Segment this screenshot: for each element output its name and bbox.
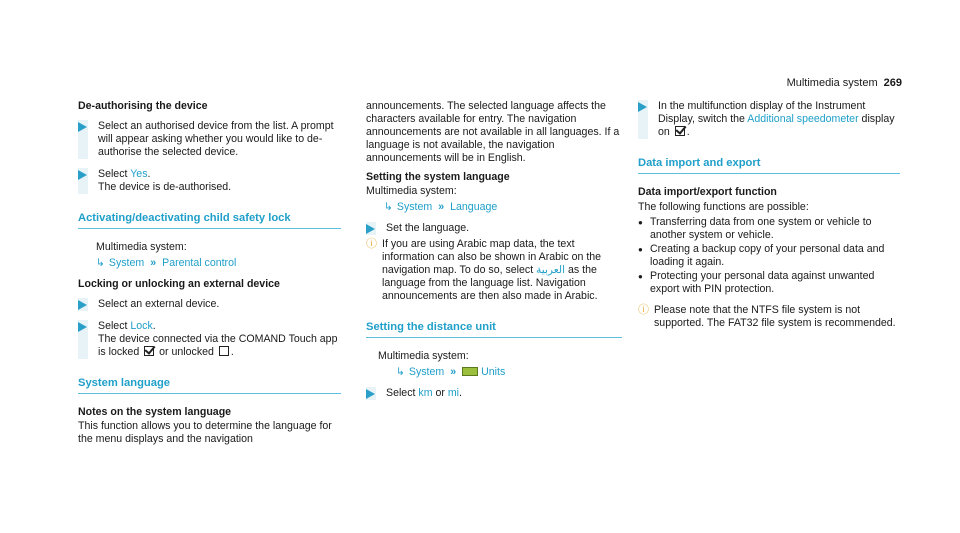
set-language-path bbox=[384, 201, 622, 214]
step-text: Select an authorised device from the list. A prompt will appear asking whether you would like to de-authorise the selected device. bbox=[98, 120, 334, 158]
child-lock-path bbox=[96, 257, 341, 270]
arabic-note bbox=[366, 238, 622, 303]
lock-step-1 bbox=[78, 298, 341, 311]
child-path-label: Multimedia system: bbox=[96, 241, 187, 253]
checkbox-checked-icon bbox=[144, 346, 154, 356]
import-section-title: Data import and export bbox=[638, 157, 900, 174]
step-bar bbox=[366, 387, 376, 400]
lock-heading: Locking or unlocking an external device bbox=[78, 278, 280, 290]
list-item: ● Protecting your personal data against unwanted export with PIN protection. bbox=[638, 270, 875, 295]
notes-heading: Notes on the system language bbox=[78, 406, 232, 418]
step-text: Select Yes. bbox=[98, 168, 151, 180]
arabic-option: العربية bbox=[536, 264, 566, 276]
bullet-icon: ● bbox=[638, 218, 643, 227]
submenu-arrow-icon: ↳ bbox=[396, 366, 405, 378]
arrow-right-icon bbox=[366, 389, 375, 399]
arrow-right-icon bbox=[78, 322, 87, 332]
column-3 bbox=[638, 100, 900, 338]
deauth-step-2 bbox=[78, 168, 341, 194]
arrow-right-icon bbox=[78, 170, 87, 180]
units-icon bbox=[462, 367, 478, 376]
info-icon: ⓘ bbox=[366, 238, 377, 250]
path-system: System bbox=[408, 366, 445, 378]
column-2 bbox=[366, 100, 622, 409]
step-text: In the multifunction display of the Instrument Display, switch the Additional speedometer display on . bbox=[658, 100, 895, 138]
step-bar bbox=[78, 320, 88, 359]
path-parental-control: Parental control bbox=[162, 257, 237, 269]
path-units: Units bbox=[481, 366, 506, 378]
set-language-path-label: Multimedia system: bbox=[366, 185, 457, 197]
step-text: Set the language. bbox=[386, 222, 470, 234]
set-language-step bbox=[366, 222, 622, 235]
step-bar bbox=[366, 222, 376, 235]
submenu-arrow-icon: ↳ bbox=[384, 201, 393, 213]
distance-path-label: Multimedia system: bbox=[378, 350, 469, 362]
step-result: The device is de-authorised. bbox=[98, 181, 232, 193]
page-header bbox=[787, 77, 902, 90]
function-heading: Data import/export function bbox=[638, 186, 777, 198]
path-language: Language bbox=[450, 201, 498, 213]
km-option: km bbox=[418, 387, 433, 399]
notes-text: This function allows you to determine the language for the menu displays and the navigation bbox=[78, 420, 332, 445]
set-language-heading: Setting the system language bbox=[366, 171, 510, 183]
arrow-right-icon bbox=[366, 224, 375, 234]
list-item: ● Transferring data from one system or vehicle to another system or vehicle. bbox=[638, 216, 872, 241]
path-system: System bbox=[108, 257, 145, 269]
step-text: Select Lock. bbox=[98, 320, 156, 332]
list-item: ● Creating a backup copy of your personal data and loading it again. bbox=[638, 243, 885, 268]
double-chevron-icon: » bbox=[438, 201, 445, 213]
step-text: Select an external device. bbox=[98, 298, 220, 310]
step-bar bbox=[638, 100, 648, 139]
lock-step-2 bbox=[78, 320, 341, 359]
yes-option: Yes bbox=[130, 168, 148, 180]
speedometer-step bbox=[638, 100, 900, 139]
note-text: Please note that the NTFS file system is not supported. The FAT32 file system is recommended. bbox=[654, 304, 896, 329]
checkbox-empty-icon bbox=[219, 346, 229, 356]
ntfs-note bbox=[638, 304, 900, 330]
double-chevron-icon: » bbox=[450, 366, 457, 378]
step-result: The device connected via the COMAND Touch app is locked or unlocked . bbox=[98, 333, 338, 358]
header-section: Multimedia system bbox=[786, 77, 878, 89]
distance-section-title: Setting the distance unit bbox=[366, 321, 622, 338]
bullet-icon: ● bbox=[638, 245, 643, 254]
info-icon: ⓘ bbox=[638, 304, 649, 316]
path-system: System bbox=[396, 201, 433, 213]
checkbox-checked-icon bbox=[675, 126, 685, 136]
note-text: If you are using Arabic map data, the text information can also be shown in Arabic on the navigation map. To do so, select العربية as the language from the language list. Navigation announcements are then also made in Arabic. bbox=[382, 238, 602, 302]
lock-option: Lock bbox=[130, 320, 153, 332]
function-list bbox=[638, 216, 900, 296]
child-lock-section-title: Activating/deactivating child safety lock bbox=[78, 212, 341, 229]
step-bar bbox=[78, 298, 88, 311]
distance-step bbox=[366, 387, 622, 400]
deauth-heading: De-authorising the device bbox=[78, 100, 208, 112]
step-bar bbox=[78, 120, 88, 159]
system-language-section-title: System language bbox=[78, 377, 341, 394]
additional-speedometer-option: Additional speedometer bbox=[747, 113, 859, 125]
arrow-right-icon bbox=[638, 102, 647, 112]
arrow-right-icon bbox=[78, 300, 87, 310]
double-chevron-icon: » bbox=[150, 257, 157, 269]
bullet-icon: ● bbox=[638, 272, 643, 281]
continued-text: announcements. The selected language affects the characters available for entry. The navigation announcements are not available in all languages. If a language is not available, the navigation announcements will be in English. bbox=[366, 100, 620, 164]
step-text: Select km or mi. bbox=[386, 387, 462, 399]
column-1 bbox=[78, 100, 341, 446]
submenu-arrow-icon: ↳ bbox=[96, 257, 105, 269]
deauth-step-1 bbox=[78, 120, 341, 159]
mi-option: mi bbox=[447, 387, 460, 399]
step-bar bbox=[78, 168, 88, 194]
function-intro: The following functions are possible: bbox=[638, 201, 809, 213]
distance-path bbox=[396, 366, 622, 379]
page-number: 269 bbox=[883, 77, 902, 89]
arrow-right-icon bbox=[78, 122, 87, 132]
